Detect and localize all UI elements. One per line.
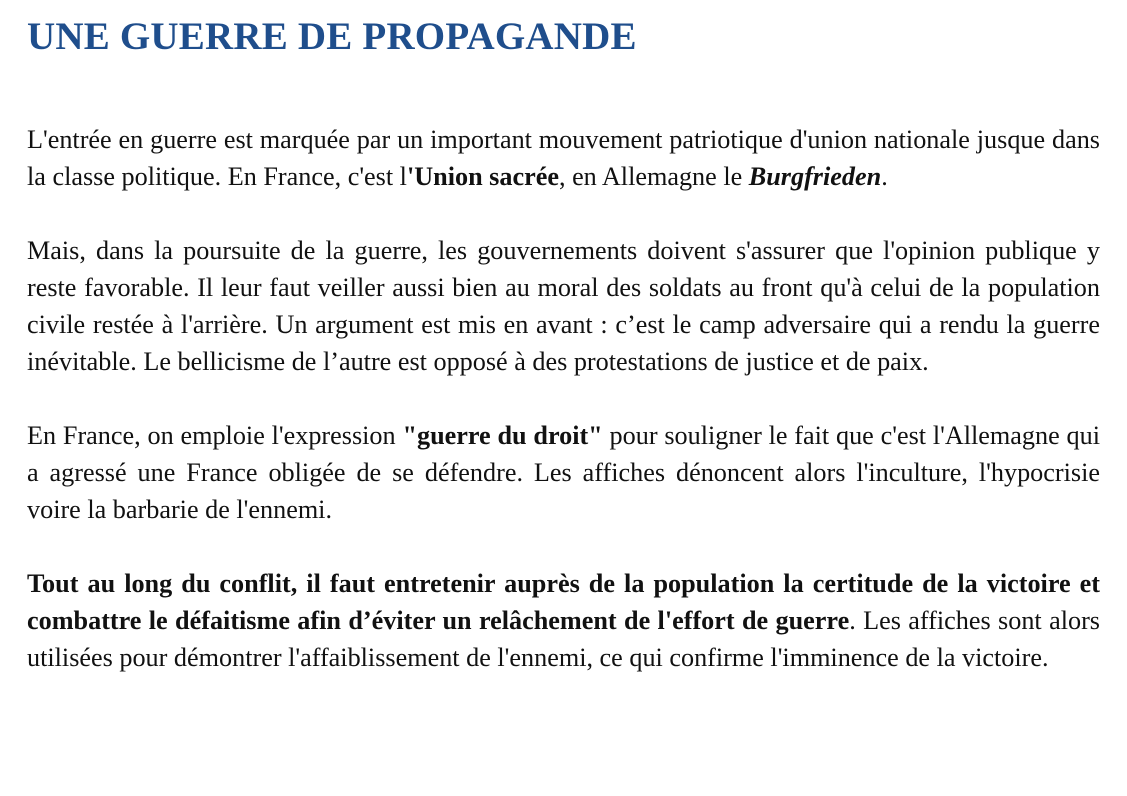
paragraph-certitude-victoire: [27, 565, 1100, 676]
paragraph-union-sacree: [27, 121, 1100, 195]
p3-bold-guerre-du-droit: "guerre du droit": [402, 421, 603, 450]
p3-text-1: En France, on emploie l'expression: [27, 421, 403, 450]
p1-text-2: , en Allemagne le: [558, 162, 749, 191]
p1-bold-union-sacree: 'Union sacrée: [406, 162, 559, 191]
p3-text-2: pour souligner le fait que c'est l'Allemagne qui a agressé une France obligée de se défendre. Les affiches dénoncent alors l'inculture, l'hypocrisie voire la barbarie de l'ennemi.: [27, 421, 1100, 524]
p4-text-1: . Les affiches sont alors utilisées pour démontrer l'affaiblissement de l'ennemi, ce qui confirme l'imminence de la victoire.: [27, 606, 1100, 672]
p1-text-1: L'entrée en guerre est marquée par un important mouvement patriotique d'union nationale jusque dans la classe politique. En France, c'est l: [27, 125, 1100, 191]
page-title: UNE GUERRE DE PROPAGANDE: [27, 15, 637, 58]
p1-bold-italic-burgfrieden: Burgfrieden: [748, 162, 882, 191]
p1-text-3: .: [881, 162, 888, 191]
paragraph-guerre-du-droit: [27, 417, 1100, 528]
p4-bold-text: Tout au long du conflit, il faut entretenir auprès de la population la certitude de la victoire et combattre le défaitisme afin d’éviter un relâchement de l'effort de guerre: [27, 569, 1100, 635]
document-page: [27, 0, 1100, 676]
paragraph-opinion-publique: Mais, dans la poursuite de la guerre, les gouvernements doivent s'assurer que l'opinion publique y reste favorable. Il leur faut veiller aussi bien au moral des soldats au front qu'à celui de la population civile restée à l'arrière. Un argument est mis en avant : c’est le camp adversaire qui a rendu la guerre inévitable. Le bellicisme de l’autre est opposé à des protestations de justice et de paix.: [27, 236, 1100, 376]
